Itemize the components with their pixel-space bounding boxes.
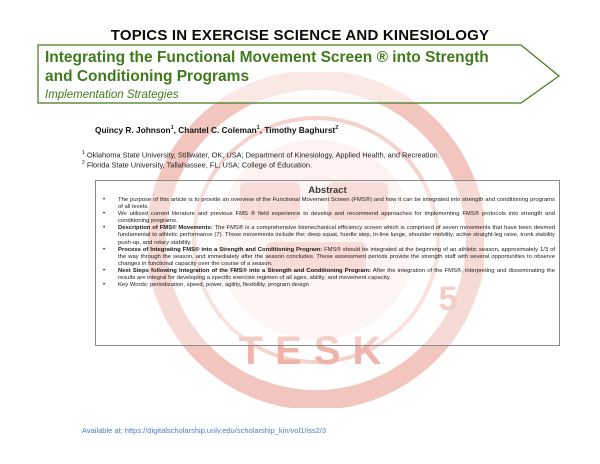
abstract-item-lead: Description of FMS® Movements: [118,225,213,232]
abstract-item [99,225,555,246]
abstract-item [99,197,555,211]
abstract-item [99,211,555,225]
abstract-item [99,247,555,268]
affiliation-2 [82,160,312,169]
author-sup: 2 [335,125,339,132]
author-sup: 1 [256,125,260,132]
abstract-heading: Abstract [308,185,347,196]
author-sep: , [173,125,179,135]
affiliation-text: Florida State University, Tallahassee, FL, USA; College of Education. [86,160,313,170]
affiliation-text: Oklahoma State University, Stillwater, OK, USA; Department of Kinesiology, Applied Health, and Recreation. [86,150,440,160]
abstract-item [99,268,555,282]
bullet-icon: • [103,197,106,203]
author-sup: 1 [170,125,174,132]
seal-text: TESK [238,329,394,373]
abstract-item [99,282,555,289]
bullet-icon: • [103,211,106,218]
abstract-item-text: Key Words: periodization, speed, power, agility, flexibility, program design [118,282,309,289]
affiliation-sup: 1 [82,150,85,156]
affiliation-1 [82,150,440,159]
author-name: Timothy Baghurst [264,125,336,135]
author-sep: , [259,125,265,135]
bullet-icon: • [103,282,106,289]
abstract-list [99,197,555,289]
abstract-item-text: The FMS® is a comprehensive biomechanical efficiency screen which is comprised of seven movements that have been deemed fundamental to athletic performance (7). Those movements include the; deep squat, hurdle step, in-line lunge, shoulder mobility, active straight-leg raise, trunk stability push-up, and rotary stability. [118,225,555,246]
bullet-icon: • [103,267,106,274]
journal-title: TOPICS IN EXERCISE SCIENCE AND KINESIOLOGY [110,27,490,44]
abstract-box [95,180,560,346]
author-list [95,125,338,135]
author-name: Chantel C. Coleman [178,125,257,135]
bullet-icon: • [103,225,106,232]
abstract-item-text: The purpose of this article is to provide an overview of the Functional Movement Screen (FMS®) and how it can be integrated into strength and conditioning programs of all levels. [118,197,555,211]
article-title: Integrating the Functional Movement Screen ® into Strength and Conditioning Programs [45,49,489,85]
abstract-item-text: FMS® should be integrated at the beginning of an athletic season, approximately 1/3 of the way through the season, and immediately after the season concludes. These assessment periods provide the strength staff with several opportunities to observe changes in functional capacity over the course of a season. [118,246,555,267]
abstract-item-text: We utilized current literature and previous FMS ® field experience to develop and recommend approaches for implementing FMS® protocols into strength and conditioning programs. [118,211,555,225]
abstract-item-lead: Process of Integrating FMS® into a Strength and Conditioning Program: [118,246,323,253]
abstract-item-text: After the integration of the FMS®, interpreting and disseminating the results are integral for developing a specific exercise regimen of all ages, ability, and movement capacity. [118,267,555,282]
article-subtitle: Implementation Strategies [45,89,179,101]
abstract-item-lead: Next Steps following Integration of the FMS® into a Strength and Conditioning Program: [118,267,371,274]
affiliation-sup: 2 [82,160,85,166]
author-name: Quincy R. Johnson [95,125,171,135]
bullet-icon: • [103,246,106,253]
seal-number: 5 [438,280,458,318]
availability-link[interactable]: Available at: https://digitalscholarship.unlv.edu/scholarship_kin/vol1/iss2/3 [82,426,327,435]
